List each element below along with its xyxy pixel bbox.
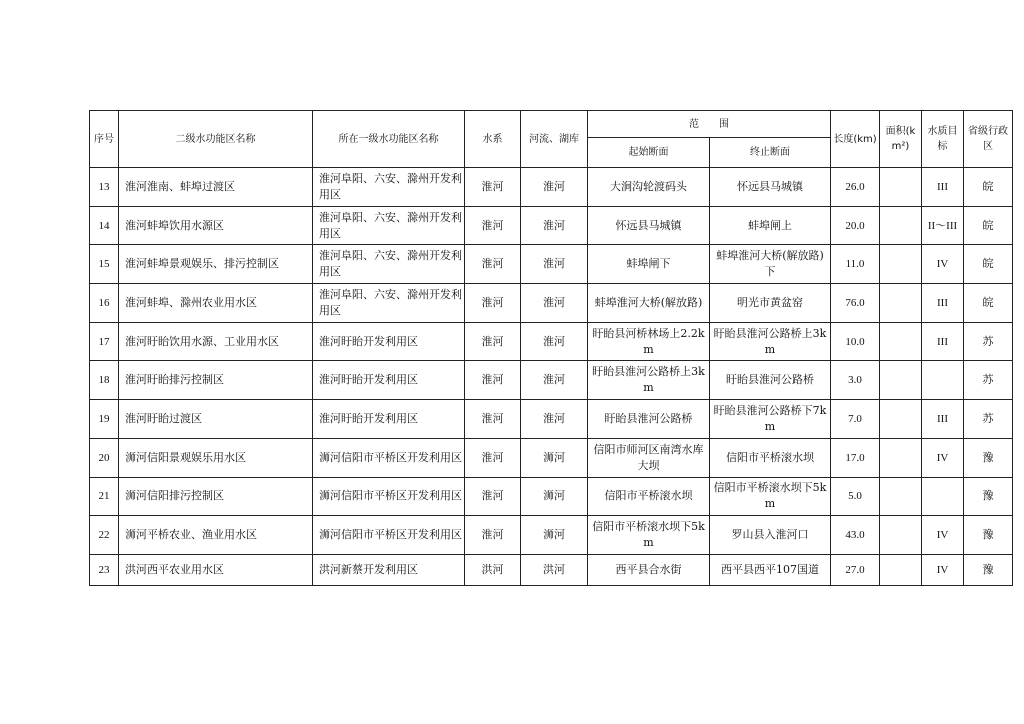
document-page [89,110,1012,586]
cell-primary-zone-name: 浉河信阳市平桥区开发利用区 [313,477,465,516]
header-length: 长度(km) [831,111,880,168]
cell-water-system: 淮河 [465,168,521,207]
cell-start-section: 盱眙县河桥林场上2.2km [588,322,710,361]
cell-primary-zone-name: 淮河阜阳、六安、滁州开发利用区 [313,168,465,207]
cell-start-section: 盱眙县淮河公路桥 [588,400,710,439]
cell-water-system: 淮河 [465,322,521,361]
cell-primary-zone-name: 洪河新蔡开发利用区 [313,554,465,585]
cell-length: 5.0 [831,477,880,516]
cell-start-section: 蚌埠闸下 [588,245,710,284]
cell-water-system: 淮河 [465,206,521,245]
header-province: 省级行政区 [964,111,1013,168]
cell-water-quality-target: IV [922,245,964,284]
header-seq: 序号 [90,111,119,168]
table-body [90,168,1013,586]
cell-water-quality-target: III [922,400,964,439]
cell-seq: 21 [90,477,119,516]
table-row [90,284,1013,323]
cell-end-section: 信阳市平桥滚水坝 [710,438,831,477]
cell-start-section: 盱眙县淮河公路桥上3km [588,361,710,400]
cell-primary-zone-name: 淮河盱眙开发利用区 [313,400,465,439]
cell-province: 皖 [964,245,1013,284]
cell-secondary-zone-name: 淮河蚌埠饮用水源区 [119,206,313,245]
cell-river-lake: 浉河 [521,438,588,477]
cell-area [880,168,922,207]
table-row [90,477,1013,516]
cell-province: 豫 [964,554,1013,585]
cell-water-system: 淮河 [465,284,521,323]
cell-river-lake: 淮河 [521,284,588,323]
header-secondary-zone-name: 二级水功能区名称 [119,111,313,168]
cell-area [880,361,922,400]
table-row [90,400,1013,439]
cell-start-section: 西平县合水街 [588,554,710,585]
cell-end-section: 西平县西平107国道 [710,554,831,585]
cell-end-section: 蚌埠淮河大桥(解放路)下 [710,245,831,284]
cell-area [880,206,922,245]
cell-area [880,322,922,361]
header-primary-zone-name: 所在一级水功能区名称 [313,111,465,168]
cell-area [880,284,922,323]
cell-seq: 18 [90,361,119,400]
table-row [90,168,1013,207]
cell-province: 皖 [964,284,1013,323]
cell-river-lake: 淮河 [521,206,588,245]
cell-primary-zone-name: 浉河信阳市平桥区开发利用区 [313,438,465,477]
cell-river-lake: 淮河 [521,168,588,207]
cell-area [880,438,922,477]
cell-seq: 20 [90,438,119,477]
cell-province: 皖 [964,206,1013,245]
cell-water-system: 淮河 [465,438,521,477]
cell-river-lake: 浉河 [521,477,588,516]
cell-seq: 14 [90,206,119,245]
cell-start-section: 信阳市平桥滚水坝下5km [588,516,710,555]
cell-primary-zone-name: 浉河信阳市平桥区开发利用区 [313,516,465,555]
cell-river-lake: 淮河 [521,245,588,284]
header-end-section: 终止断面 [710,138,831,168]
cell-province: 豫 [964,438,1013,477]
cell-secondary-zone-name: 淮河淮南、蚌埠过渡区 [119,168,313,207]
cell-area [880,554,922,585]
cell-end-section: 盱眙县淮河公路桥上3km [710,322,831,361]
cell-end-section: 怀远县马城镇 [710,168,831,207]
cell-river-lake: 洪河 [521,554,588,585]
table-row [90,322,1013,361]
table-row [90,361,1013,400]
cell-seq: 23 [90,554,119,585]
cell-province: 苏 [964,400,1013,439]
cell-primary-zone-name: 淮河阜阳、六安、滁州开发利用区 [313,245,465,284]
table-row [90,206,1013,245]
cell-water-quality-target [922,361,964,400]
cell-river-lake: 淮河 [521,361,588,400]
cell-length: 11.0 [831,245,880,284]
cell-end-section: 信阳市平桥滚水坝下5km [710,477,831,516]
table-row [90,554,1013,585]
cell-river-lake: 淮河 [521,322,588,361]
table-row [90,438,1013,477]
cell-seq: 22 [90,516,119,555]
cell-province: 苏 [964,322,1013,361]
cell-water-quality-target: III [922,322,964,361]
cell-length: 26.0 [831,168,880,207]
cell-secondary-zone-name: 淮河盱眙过渡区 [119,400,313,439]
cell-end-section: 盱眙县淮河公路桥 [710,361,831,400]
cell-start-section: 大涧沟轮渡码头 [588,168,710,207]
cell-seq: 19 [90,400,119,439]
cell-province: 皖 [964,168,1013,207]
header-area: 面积(km²) [880,111,922,168]
header-range: 范 围 [588,111,831,138]
cell-province: 豫 [964,516,1013,555]
cell-province: 豫 [964,477,1013,516]
cell-end-section: 罗山县入淮河口 [710,516,831,555]
cell-secondary-zone-name: 洪河西平农业用水区 [119,554,313,585]
cell-water-system: 淮河 [465,477,521,516]
cell-start-section: 蚌埠淮河大桥(解放路) [588,284,710,323]
cell-length: 20.0 [831,206,880,245]
cell-start-section: 怀远县马城镇 [588,206,710,245]
cell-area [880,400,922,439]
cell-primary-zone-name: 淮河阜阳、六安、滁州开发利用区 [313,284,465,323]
cell-water-system: 淮河 [465,245,521,284]
cell-province: 苏 [964,361,1013,400]
cell-water-quality-target: II～III [922,206,964,245]
cell-seq: 15 [90,245,119,284]
cell-secondary-zone-name: 浉河信阳排污控制区 [119,477,313,516]
cell-start-section: 信阳市师河区南湾水库大坝 [588,438,710,477]
cell-start-section: 信阳市平桥滚水坝 [588,477,710,516]
cell-seq: 17 [90,322,119,361]
water-function-zone-table [89,110,1013,586]
cell-water-quality-target: III [922,168,964,207]
cell-area [880,516,922,555]
cell-water-quality-target: III [922,284,964,323]
table-row [90,245,1013,284]
cell-secondary-zone-name: 浉河平桥农业、渔业用水区 [119,516,313,555]
cell-secondary-zone-name: 淮河蚌埠、滁州农业用水区 [119,284,313,323]
cell-secondary-zone-name: 淮河盱眙饮用水源、工业用水区 [119,322,313,361]
header-water-quality-target: 水质目标 [922,111,964,168]
cell-length: 10.0 [831,322,880,361]
cell-water-system: 淮河 [465,361,521,400]
cell-water-quality-target: IV [922,438,964,477]
cell-length: 76.0 [831,284,880,323]
cell-river-lake: 淮河 [521,400,588,439]
cell-water-system: 淮河 [465,516,521,555]
cell-seq: 13 [90,168,119,207]
cell-water-quality-target [922,477,964,516]
cell-seq: 16 [90,284,119,323]
cell-length: 43.0 [831,516,880,555]
cell-end-section: 蚌埠闸上 [710,206,831,245]
cell-water-quality-target: IV [922,554,964,585]
cell-water-system: 洪河 [465,554,521,585]
cell-water-system: 淮河 [465,400,521,439]
cell-secondary-zone-name: 浉河信阳景观娱乐用水区 [119,438,313,477]
header-water-system: 水系 [465,111,521,168]
cell-end-section: 明光市黄盆窑 [710,284,831,323]
cell-primary-zone-name: 淮河盱眙开发利用区 [313,322,465,361]
cell-area [880,477,922,516]
cell-area [880,245,922,284]
cell-primary-zone-name: 淮河阜阳、六安、滁州开发利用区 [313,206,465,245]
cell-river-lake: 浉河 [521,516,588,555]
cell-secondary-zone-name: 淮河蚌埠景观娱乐、排污控制区 [119,245,313,284]
cell-length: 7.0 [831,400,880,439]
cell-length: 3.0 [831,361,880,400]
table-row [90,516,1013,555]
cell-water-quality-target: IV [922,516,964,555]
header-river-lake: 河流、湖库 [521,111,588,168]
cell-primary-zone-name: 淮河盱眙开发利用区 [313,361,465,400]
cell-length: 27.0 [831,554,880,585]
header-start-section: 起始断面 [588,138,710,168]
cell-length: 17.0 [831,438,880,477]
cell-secondary-zone-name: 淮河盱眙排污控制区 [119,361,313,400]
cell-end-section: 盱眙县淮河公路桥下7km [710,400,831,439]
